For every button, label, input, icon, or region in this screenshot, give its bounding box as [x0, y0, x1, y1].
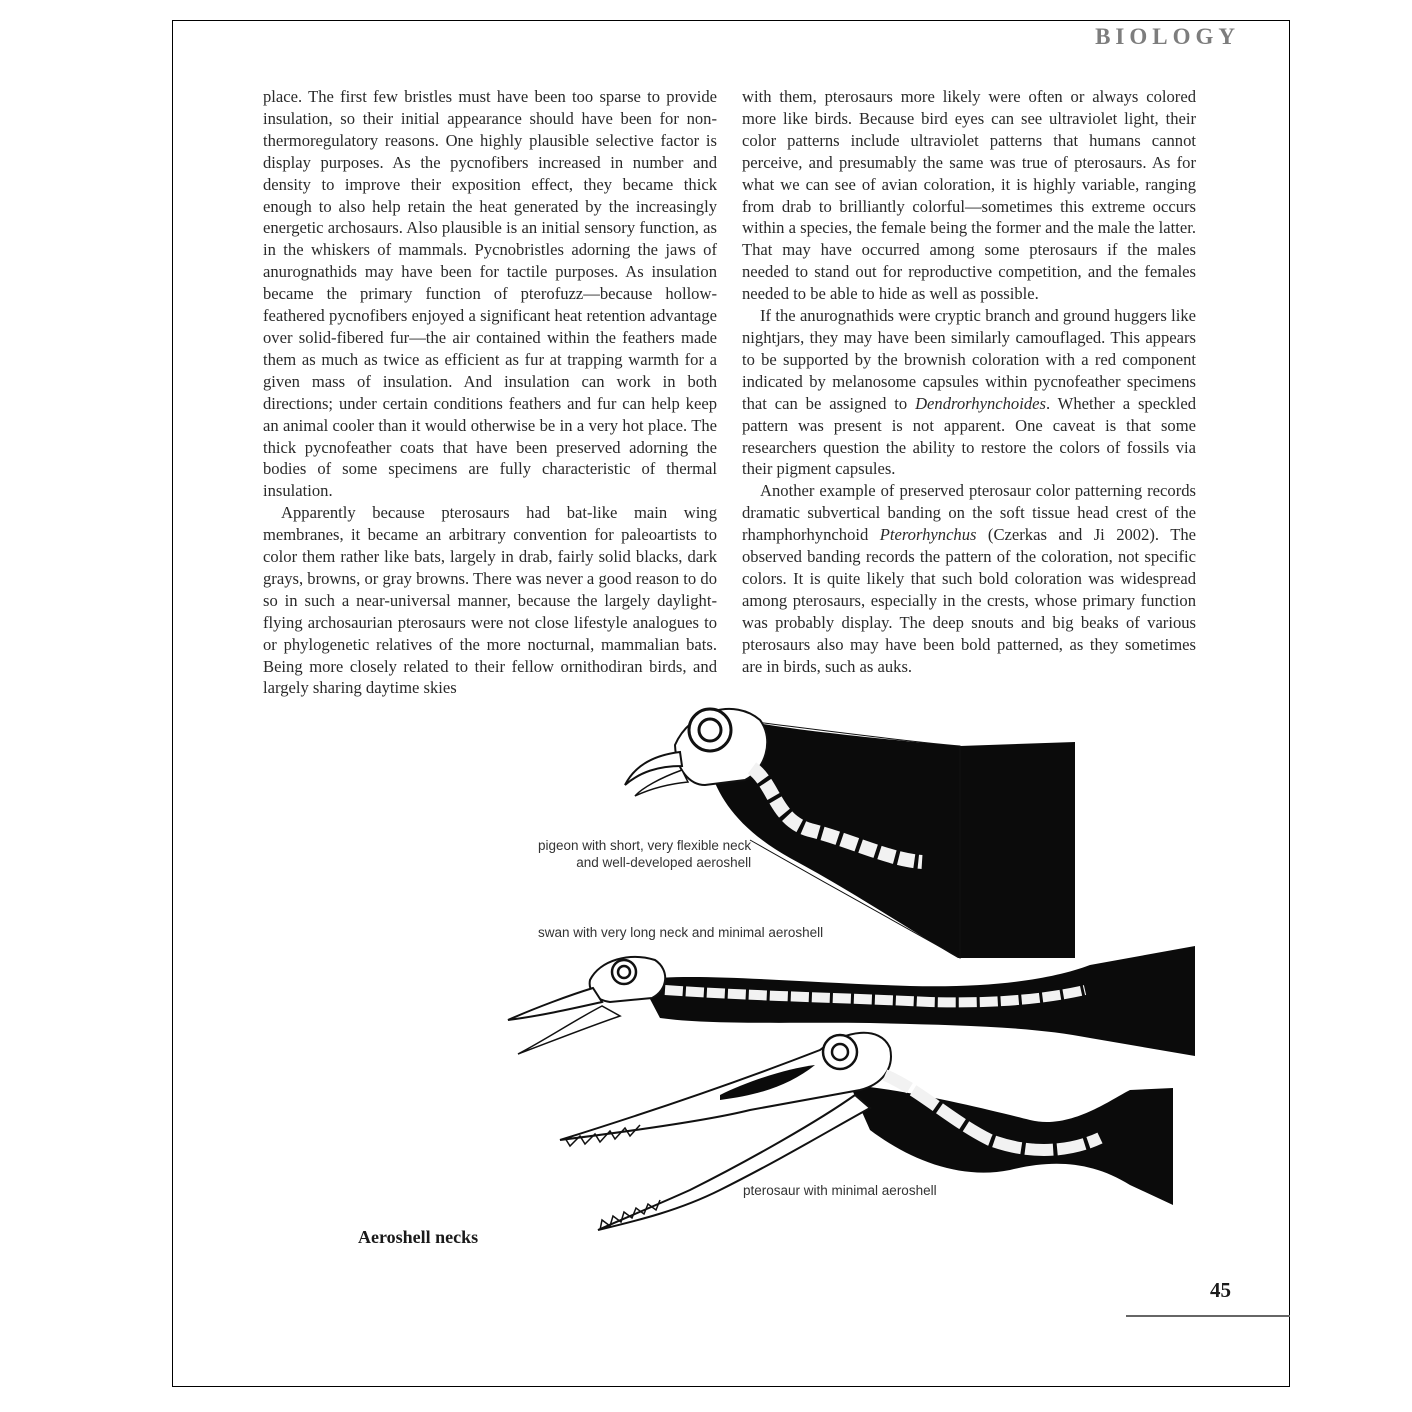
pigeon-label-line: pigeon with short, very flexible neck — [538, 838, 752, 853]
text-column-left — [263, 86, 717, 699]
neck-illustration — [490, 690, 1210, 1250]
paragraph-text: . Whether a speckled pattern was present is not apparent. One caveat is that some researchers question the ability to restore the colors of fossils via their pigment capsules. — [742, 393, 1196, 479]
paragraph — [742, 305, 1196, 480]
paragraph-text: If the anurognathids were cryptic branch and ground huggers like nightjars, they may have been similarly camouflaged. This appears to be supported by the brownish coloration with a red component indicated by melanosome capsules within pycnofeather specimens that can be assigned to — [742, 306, 1196, 413]
pigeon-illustration — [625, 709, 1075, 958]
text-column-right — [742, 86, 1196, 677]
page-number: 45 — [1210, 1278, 1231, 1302]
folio-rule — [1126, 1315, 1290, 1317]
pigeon-label — [538, 837, 751, 871]
figure-caption: Aeroshell necks — [358, 1227, 479, 1247]
pigeon-eye — [699, 719, 721, 741]
pigeon-label-line: and well-developed aeroshell — [576, 855, 752, 870]
paragraph: Apparently because pterosaurs had bat-like main wing membranes, it became an arbitrary convention for paleoartists to color them rather like bats, largely in drab, fairly solid blacks, dark grays, browns, or gray browns. There was never a good reason to do so in such a near-universal manner, because the largely daylight-flying archosaurian pterosaurs were not close lifestyle analogues to or phylogenetic relatives of the more nocturnal, mammalian bats. Being more closely related to their fellow ornithodiran birds, and largely sharing daytime skies — [263, 503, 717, 698]
paragraph-text: Another example of preserved pterosaur color patterning records dramatic subvertical banding on the soft tissue head crest of the rhamphorhynchoid — [742, 481, 1196, 545]
swan-eye — [618, 966, 630, 978]
paragraph: place. The first few bristles must have been too sparse to provide insulation, so their initial appearance should have been for non-thermoregulatory reasons. One highly plausible selective factor is display purposes. As the pycnofibers increased in number and density to improve their exposition effect, they became thick enough to also help retain the heat generated by the increasingly energetic archosaurs. Also plausible is an initial sensory function, as in the whiskers of mammals. Pycnobristles adorning the jaws of anurognathids may have been for tactile purposes. As insulation became the primary function of pterofuzz—because hollow-feathered pycnofibers enjoyed a significant heat retention advantage over solid-fibered fur—the air contained within the feathers made them as much as twice as efficient as fur at trapping warmth for a given mass of insulation. And insulation can work in both directions; under certain conditions feathers and fur can help keep an animal cooler than it would otherwise be in a very hot place. The thick pycnofeather coats that have been preserved adorning the bodies of some specimens are fully characteristic of thermal insulation. — [263, 87, 717, 501]
taxon-name: Pterorhynchus — [879, 525, 977, 545]
swan-label: swan with very long neck and minimal aeroshell — [538, 925, 824, 940]
pterosaur-illustration — [560, 1033, 1173, 1230]
paragraph: with them, pterosaurs more likely were often or always colored more like birds. Because bird eyes can see ultraviolet light, their color patterns include ultraviolet patterns that humans cannot perceive, and presumably the same was true of pterosaurs. As for what we can see of avian coloration, it is highly variable, ranging from drab to brilliantly colorful—sometimes this extreme occurs within a species, the female being the former and the male the latter. That may have occurred among some pterosaurs if the males needed to stand out for reproductive competition, and the females needed to be able to hide as well as possible. — [742, 87, 1196, 304]
paragraph-text: (Czerkas and Ji 2002). The observed banding records the pattern of the coloration, not specific colors. It is quite likely that such bold coloration was widespread among pterosaurs, especially in the crests, whose primary function was probably display. The deep snouts and big beaks of various pterosaurs also may have been bold patterned, as they sometimes are in birds, such as auks. — [742, 525, 1196, 676]
aeroshell-figure — [490, 690, 1210, 1250]
paragraph — [742, 480, 1196, 677]
taxon-name: Dendrorhynchoides — [915, 393, 1046, 413]
pterosaur-label: pterosaur with minimal aeroshell — [743, 1183, 937, 1198]
pterosaur-eye — [832, 1044, 848, 1060]
running-head: BIOLOGY — [1095, 24, 1240, 49]
